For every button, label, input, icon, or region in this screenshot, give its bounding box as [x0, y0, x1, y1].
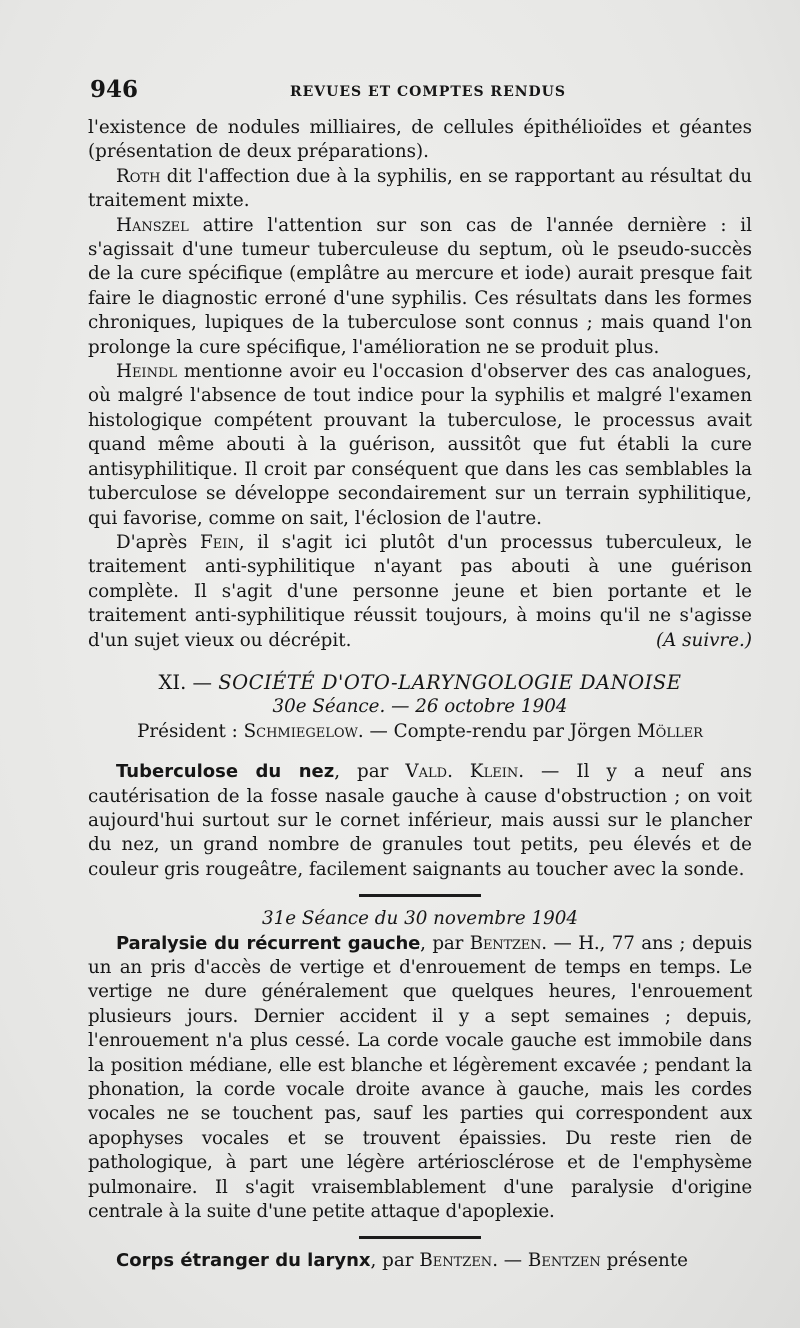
author-heindl: Heindl [116, 361, 177, 383]
president-label: Président : [137, 720, 244, 742]
article-paralysie [88, 932, 752, 1225]
seance-30: 30e Séance. — 26 octobre 1904 [272, 696, 568, 718]
article-tuberculose-text: . — Il y a neuf ans cautérisation de la fosse nasale gauche à cause d'obstruction ; on voit aujourd'hui surtout sur le cornet inférieur, mais aussi sur le plancher du nez, un grand nombre de granules tout petits, peu élevés et de couleur gris rougeâtre, facilement saignants au toucher avec la sonde. [88, 761, 752, 880]
paragraph-hanszel-text: attire l'attention sur son cas de l'année dernière : il s'agissait d'une tumeur tuberculeuse du septum, où le pseudo-succès de la cure spécifique (emplâtre au mercure et iode) aurait presque fait faire le diagnostic erroné d'une syphilis. Ces résultats dans les formes chroniques, lupiques de la tuberculose sont connus ; mais quand l'on prolonge la cure spécifique, l'amélioration ne se produit plus. [88, 214, 752, 358]
article-paralysie-text: . — H., 77 ans ; depuis un an pris d'accès de vertige et d'enrouement de temps en temps. Le vertige ne dure généralement que quelques heures, l'enrouement plusieurs jours. Dernier accident il y a sept semaines ; depuis, l'enrouement n'a plus cessé. La corde vocale gauche est immobile dans la position médiane, elle est blanche et légèrement excavée ; pendant la phonation, la corde vocale droite avance à gauche, mais les cordes vocales ne se touchent pas, sauf les parties qui correspondent aux apophyses vocales et se trouvent épaissies. Du reste rien de pathologique, à part une légère artériosclérose et de l'emphysème pulmonaire. Il s'agit vraisemblablement d'une paralysie d'origine centrale à la suite d'une petite attaque d'apoplexie. [88, 932, 752, 1223]
page-number: 946 [90, 76, 139, 103]
author-roth: Roth [116, 165, 161, 187]
to-be-continued: (A suivre.) [656, 629, 752, 651]
paragraph-heindl-text: mentionne avoir eu l'occasion d'observer des cas analogues, où malgré l'absence de tout indice pour la syphilis et malgré l'examen histologique compétent prouvant la tuberculose, le processus avait quand même abouti à la guérison, aussitôt que fut établi la cure antisyphilitique. Il croit par conséquent que dans les cas semblables la tuberculose se développe secondairement sur un terrain syphilitique, qui favorise, comme on sait, l'éclosion de l'autre. [88, 361, 752, 529]
president-name: Schmiegelow [243, 720, 358, 742]
section-name: SOCIÉTÉ D'OTO-LARYNGOLOGIE DANOISE [218, 670, 682, 694]
spacer [88, 744, 752, 760]
paragraph-1-text: l'existence de nodules milliaires, de cellules épithélioïdes et géantes (présentation de deux préparations). [88, 117, 752, 163]
section-number: XI. — [158, 670, 219, 694]
report-label: . — Compte-rendu par Jörgen [357, 720, 637, 742]
section-title [88, 671, 752, 695]
paragraph-hanszel [88, 214, 752, 360]
seance-31: 31e Séance du 30 novembre 1904 [262, 908, 578, 930]
body-text [88, 116, 752, 1274]
paragraph-heindl [88, 360, 752, 531]
president-line [88, 720, 752, 744]
author-bentzen-2: Bentzen [419, 1250, 493, 1272]
article-tuberculose [88, 760, 752, 882]
paragraph-fein-prefix: D'après [116, 531, 201, 553]
running-title: REVUES ET COMPTES RENDUS [290, 84, 566, 100]
divider-rule-2 [359, 1236, 481, 1239]
article-corps-text: présente [600, 1250, 688, 1272]
divider-rule [359, 894, 481, 897]
article-tuberculose-title: Tuberculose du nez [116, 761, 335, 783]
author-hanszel: Hanszel [116, 214, 189, 236]
author-bentzen: Bentzen [469, 932, 542, 954]
article-paralysie-title: Paralysie du récurrent gauche [116, 932, 421, 954]
article-corps [88, 1249, 752, 1273]
author-klein: Vald. Klein [405, 761, 519, 783]
article-paralysie-by: , par [420, 932, 470, 954]
paragraph-roth [88, 165, 752, 214]
paragraph-fein-text: , il s'agit ici plutôt d'un processus tuberculeux, le traitement anti-syphilitique n'ayant pas abouti à une guérison complète. Il s'agit d'une personne jeune et bien portante et le traitement anti-syphilitique réussit toujours, à moins qu'il ne s'agisse d'un sujet vieux ou décrépit. [88, 531, 752, 651]
page-header [90, 76, 750, 106]
reporter-name: Möller [636, 720, 703, 742]
paragraph-roth-text: dit l'affection due à la syphilis, en se rapportant au résultat du traitement mixte. [88, 165, 752, 212]
article-tuberculose-by: , par [334, 761, 406, 783]
paragraph-fein [88, 531, 752, 653]
author-bentzen-3: Bentzen [527, 1250, 601, 1272]
article-corps-dash: . — [492, 1250, 528, 1272]
article-corps-by: , par [370, 1250, 420, 1272]
article-corps-title: Corps étranger du larynx [116, 1250, 371, 1272]
paragraph-1 [88, 116, 752, 165]
author-fein: Fein [200, 531, 239, 553]
